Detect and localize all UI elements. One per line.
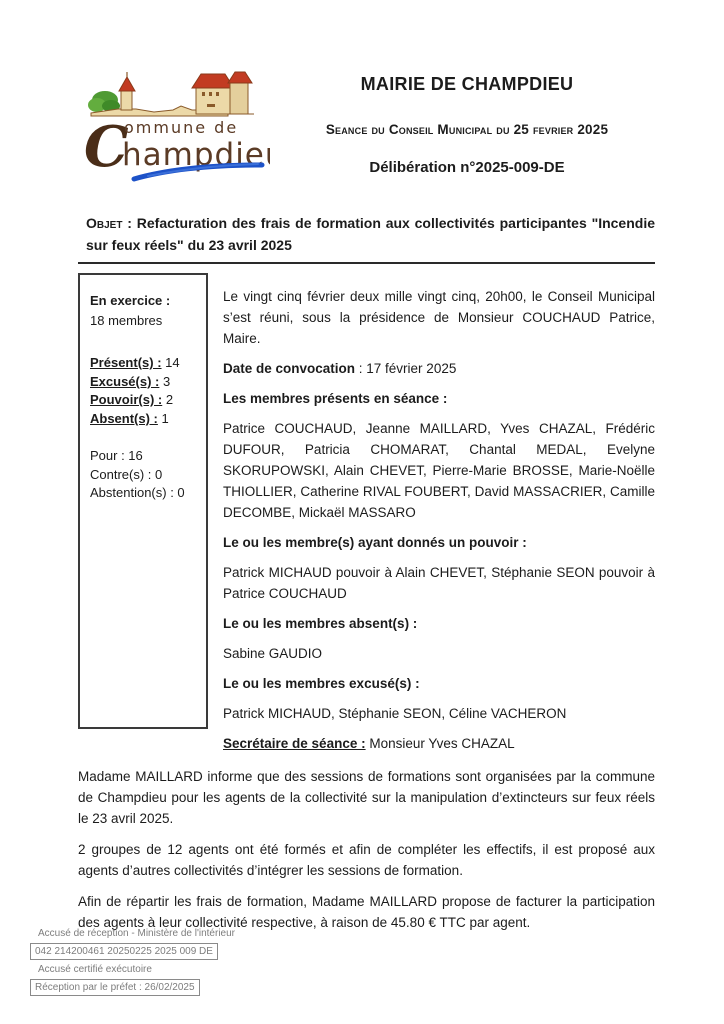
logo-commune-de-text: ommune de [124, 118, 239, 137]
body-paragraph-2: 2 groupes de 12 agents ont été formés et afin de compléter les effectifs, il est proposé aux agents d’autres collectivités d’intégrer les sessions de formation. [78, 842, 655, 878]
present-members-list: Patrice COUCHAUD, Jeanne MAILLARD, Yves CHAZAL, Frédéric DUFOUR, Patricia CHOMARAT, Chantal MEDAL, Evelyne SKORUPOWSKI, Alain CHEVET, Pierre-Marie BROSSE, Marie-Noëlle THIOLLIER, Catherine RIVAL FOUBERT, David MASSACRIER, Camille DECOMBE, Mickaël MASSARO [223, 421, 655, 520]
pouvoirs-value: 2 [162, 392, 174, 407]
attendance-row-excuses [90, 373, 200, 392]
session-details [208, 273, 655, 754]
session-subtitle: Seance du Conseil Municipal du 25 fevrier 2025 [325, 122, 609, 137]
body-paragraph-1: Madame MAILLARD informe que des sessions de formations sont organisées par la commune de Champdieu pour les agents de la collectivité sur la manipulation d’extincteurs sur feux réels le 23 avril 2025. [78, 769, 655, 826]
stamp-reference-number: 042 214200461 20250225 2025 009 DE [30, 943, 218, 960]
en-exercice-value: 18 membres [90, 313, 163, 328]
session-intro-paragraph: Le vingt cinq février deux mille vingt cinq, 20h00, le Conseil Municipal s’est réuni, sous la présidence de Monsieur COUCHAUD Patrice, Maire. [223, 289, 655, 346]
presents-value: 14 [161, 355, 180, 370]
attendance-row-absents [90, 410, 200, 429]
absent-list: Sabine GAUDIO [223, 646, 323, 661]
objet-label: Objet [86, 215, 123, 231]
logo-initial-c: C [84, 114, 129, 180]
vote-results [90, 447, 200, 503]
objet-section [78, 212, 655, 264]
convocation-value: : 17 février 2025 [355, 361, 457, 376]
objet-text: Refacturation des frais de formation aux collectivités participantes "Incendie sur feux réels" du 23 avril 2025 [86, 215, 655, 253]
attendance-rows [90, 354, 200, 428]
secretaire-line [223, 733, 655, 754]
pouvoirs-label: Pouvoir(s) : [90, 392, 163, 407]
absents-value: 1 [157, 410, 169, 426]
presents-label: Présent(s) : [90, 355, 162, 370]
absents-label: Absent(s) : [90, 410, 158, 426]
convocation-label: Date de convocation [223, 361, 356, 376]
vote-abstention: Abstention(s) : 0 [90, 485, 185, 500]
attendance-row-presents [90, 354, 200, 373]
en-exercice-label [90, 291, 200, 311]
deliberation-body [78, 766, 655, 933]
attendance-row-pouvoirs [90, 391, 200, 410]
deliberation-number: Délibération n°2025-009-DE [369, 159, 565, 176]
objet-separator: : [122, 215, 137, 231]
prefecture-stamp [30, 927, 235, 999]
document-header [0, 0, 724, 188]
present-members-heading: Les membres présents en séance : [223, 391, 448, 406]
excuses-label: Excusé(s) : [90, 373, 160, 389]
excuse-list: Patrick MICHAUD, Stéphanie SEON, Céline VACHERON [223, 706, 567, 721]
pouvoir-heading: Le ou les membre(s) ayant donnés un pouvoir : [223, 535, 527, 550]
secretaire-label: Secrétaire de séance : [223, 736, 366, 751]
logo-champdieu-text: hampdieu [122, 137, 270, 173]
excuse-heading: Le ou les membres excusé(s) : [223, 676, 420, 691]
commune-logo [78, 66, 270, 188]
convocation-line [223, 358, 655, 379]
excuses-value: 3 [159, 373, 171, 389]
absent-heading: Le ou les membres absent(s) : [223, 616, 418, 631]
secretaire-value: Monsieur Yves CHAZAL [365, 736, 515, 751]
mairie-title: MAIRIE DE CHAMPDIEU [360, 74, 574, 94]
stamp-prefet-date: Réception par le préfet : 26/02/2025 [30, 979, 200, 996]
en-exercice-label-text: En exercice : [90, 293, 171, 308]
commune-logo-graphic [78, 66, 270, 188]
pouvoir-list: Patrick MICHAUD pouvoir à Alain CHEVET, Stéphanie SEON pouvoir à Patrice COUCHAUD [223, 565, 655, 601]
stamp-reception-label: Accusé de réception - Ministère de l'intérieur [38, 928, 236, 939]
vote-pour: Pour : 16 [90, 448, 143, 463]
vote-contre: Contre(s) : 0 [90, 466, 163, 482]
attendance-box [78, 273, 208, 729]
stamp-certifie-label: Accusé certifié exécutoire [38, 964, 152, 975]
body-paragraph-3: Afin de répartir les frais de formation, Madame MAILLARD propose de facturer la participation des agents à leur collectivité respective, à raison de 45.80 € TTC par agent. [78, 894, 655, 930]
session-columns [78, 273, 655, 754]
village-illustration-icon [88, 72, 254, 116]
header-text-block [270, 66, 664, 176]
